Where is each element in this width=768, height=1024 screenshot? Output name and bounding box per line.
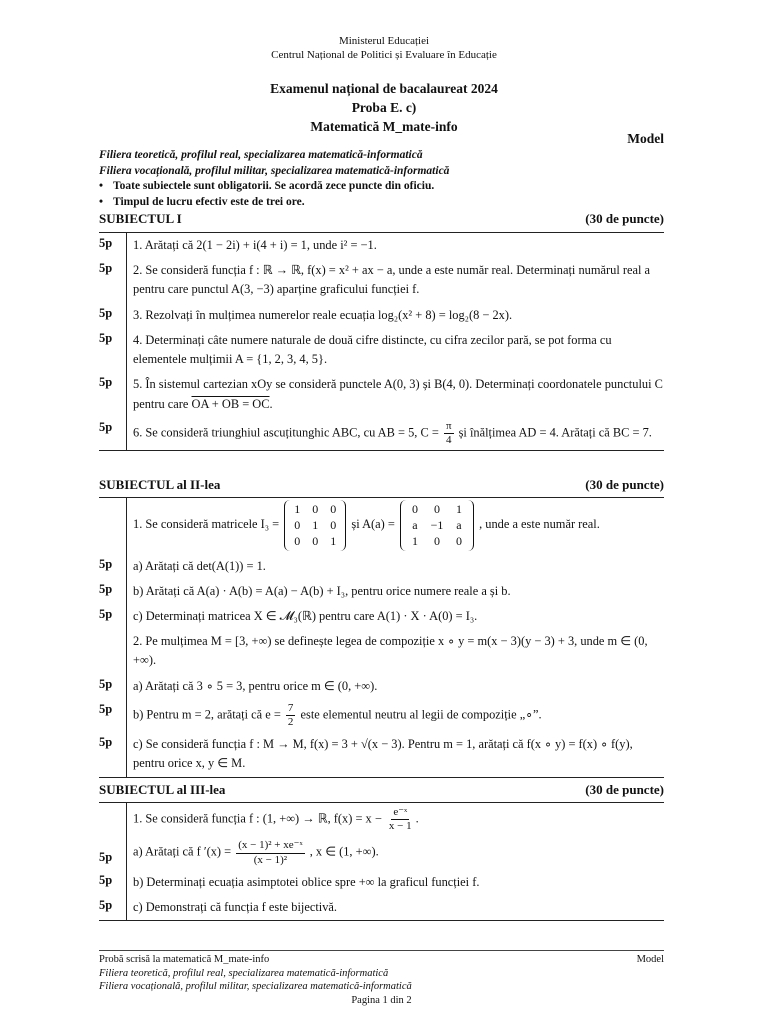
- matrix-cell: 1: [312, 518, 319, 533]
- fraction-numerator: (x − 1)² + xe⁻ˣ: [236, 839, 304, 853]
- s3-item-c: [99, 895, 664, 920]
- matrix-cell: 1: [294, 502, 301, 516]
- score: 5p: [99, 261, 113, 276]
- s1-item-6: [99, 417, 664, 450]
- section-1-table: [99, 232, 664, 451]
- matrix-cell: 0: [294, 534, 301, 549]
- ministry-header: [0, 34, 768, 63]
- identity-matrix: [284, 500, 346, 551]
- item-text: [126, 498, 664, 554]
- intro-post: , unde a este număr real.: [479, 517, 600, 532]
- score: 5p: [99, 872, 113, 887]
- item-text: a) Arătați că det(A(1)) = 1.: [126, 554, 664, 579]
- matrix-cell: 0: [330, 518, 337, 533]
- section-3-title: SUBIECTUL al III-lea: [99, 782, 226, 797]
- exam-title: Examenul național de bacalaureat 2024: [270, 81, 498, 96]
- matrix-cell: 0: [455, 534, 462, 549]
- item-text: c) Se consideră funcția f : M → M, f(x) = 3 + √(x − 3). Pentru m = 1, arătați că f(x ∘ y) = f(x) ∘ f(y), pentru orice x, y ∈ M.: [126, 732, 664, 776]
- matrix-cell: 1: [330, 534, 337, 549]
- filiera-line-1: Filiera teoretică, profilul real, specializarea matematică-informatică: [99, 149, 423, 161]
- item-text: 2. Se consideră funcția f : ℝ → ℝ, f(x) = x² + ax − a, unde a este număr real. Determinați numărul real a pentru care punctul A(3, −3) aparține graficului funcției f.: [126, 258, 664, 302]
- fraction: [236, 839, 304, 866]
- item-text: b) Determinați ecuația asimptotei oblice spre +∞ la graficul funcției f.: [126, 870, 664, 895]
- footer-model: Model: [636, 954, 664, 965]
- score: 5p: [99, 330, 113, 345]
- item-text: b) Arătați că A(a) · A(b) = A(a) − A(b) + I₃, pentru orice numere reale a și b.: [126, 579, 664, 604]
- page-number: Pagina 1 din 2: [351, 994, 412, 1006]
- score: 5p: [99, 581, 113, 596]
- score: 5p: [99, 607, 113, 621]
- s3-item-a: [99, 836, 664, 869]
- s1-item-4: [99, 328, 664, 372]
- s2-intro-1: [99, 498, 664, 554]
- item-text: [126, 836, 664, 869]
- page-footer: [99, 950, 664, 1008]
- matrix-a: [400, 500, 474, 551]
- exam-subject: Matematică M_mate-info: [310, 118, 458, 134]
- matrix-cell: 0: [433, 534, 440, 549]
- item-text: 5. În sistemul cartezian xOy se consideră punctele A(0, 3) și B(4, 0). Determinați coordonatele punctului C pentru care OA + OB = OC.: [126, 372, 664, 416]
- matrix-cell: a: [456, 518, 462, 533]
- score: 5p: [99, 419, 113, 434]
- footer-exam: Probă scrisă la matematică M_mate-info: [99, 954, 270, 965]
- footer-filiera-1: Filiera teoretică, profilul real, specializarea matematică-informatică: [99, 967, 389, 979]
- fraction: [444, 420, 454, 447]
- item-text: a) Arătați că 3 ∘ 5 = 3, pentru orice m ∈ (0, +∞).: [126, 674, 664, 699]
- matrix-cell: a: [412, 518, 418, 533]
- s3-intro: [99, 803, 664, 836]
- fraction-denominator: 2: [287, 716, 294, 729]
- exam-proba: Proba E. c): [351, 99, 417, 115]
- section-2-table: [99, 497, 664, 778]
- fraction: [286, 702, 296, 729]
- s2-item-1c: [99, 604, 664, 629]
- matrix-cell: 0: [433, 502, 440, 516]
- filiere-notes: [99, 148, 449, 211]
- matrix-cell: 0: [294, 518, 301, 533]
- score: 5p: [99, 375, 113, 390]
- matrix-cell: 0: [312, 502, 319, 516]
- section-1-heading: [99, 211, 664, 227]
- item-post: , x ∈ (1, +∞).: [309, 844, 379, 859]
- s2-item-2b: [99, 699, 664, 732]
- score: 5p: [99, 735, 113, 750]
- center-name: Centrul Național de Politici și Evaluare în Educație: [271, 49, 497, 62]
- rule-bullet-2: • Timpul de lucru efectiv este de trei ore.: [99, 195, 449, 211]
- s2-item-1a: [99, 554, 664, 579]
- item-6-post: și înălțimea AD = 4. Arătați că BC = 7.: [458, 425, 652, 440]
- item-post: este elementul neutru al legii de compoziție „∘”.: [300, 707, 542, 722]
- s1-item-2: [99, 258, 664, 302]
- ministry-name: Ministerul Educației: [338, 35, 430, 47]
- item-pre: a) Arătați că f ′(x) =: [133, 844, 232, 859]
- item-text: 2. Pe mulțimea M = [3, +∞) se definește legea de compoziție x ∘ y = m(x − 3)(y − 3) + 3, unde m ∈ (0, +∞).: [126, 629, 664, 673]
- score: 5p: [99, 701, 113, 716]
- matrix-cell: 0: [411, 502, 418, 516]
- model-label: Model: [627, 131, 664, 146]
- matrix-cell: −1: [430, 518, 444, 533]
- item-6-pre: 6. Se consideră triunghiul ascuțitunghic ABC, cu AB = 5, C =: [133, 425, 439, 440]
- section-2-heading: [99, 477, 664, 493]
- score: 5p: [99, 305, 113, 320]
- section-1-title: SUBIECTUL I: [99, 211, 182, 226]
- section-3-heading: [99, 782, 664, 798]
- intro-mid: și A(a) =: [351, 517, 395, 532]
- section-3-points: (30 de puncte): [585, 782, 664, 797]
- score: 5p: [99, 850, 113, 865]
- intro-pre: 1. Se consideră funcția f : (1, +∞) → ℝ, f(x) = x −: [133, 811, 382, 826]
- fraction-denominator: x − 1: [388, 820, 412, 833]
- s2-intro-2: [99, 629, 664, 673]
- score: 5p: [99, 897, 113, 912]
- fraction-denominator: (x − 1)²: [253, 853, 288, 866]
- fraction-denominator: 4: [445, 433, 452, 446]
- item-text: 1. Arătați că 2(1 − 2i) + i(4 + i) = 1, unde i² = −1.: [126, 233, 664, 258]
- fraction-numerator: e⁻ˣ: [391, 806, 409, 820]
- score: 5p: [99, 556, 113, 571]
- item-text: [126, 699, 664, 732]
- section-1-points: (30 de puncte): [585, 211, 664, 226]
- filiera-line-2: Filiera vocațională, profilul militar, specializarea matematică-informatică: [99, 164, 450, 177]
- intro-post: .: [415, 811, 419, 826]
- footer-row: [99, 953, 664, 967]
- matrix-cell: 1: [455, 502, 462, 516]
- s1-item-1: [99, 233, 664, 258]
- intro-pre: 1. Se consideră matricele I₃ =: [133, 517, 280, 532]
- s1-item-5: [99, 372, 664, 416]
- s2-item-2a: [99, 674, 664, 699]
- score: 5p: [99, 236, 113, 250]
- item-text: [126, 417, 664, 450]
- item-text: [126, 803, 664, 836]
- s1-item-3: [99, 303, 664, 328]
- s3-item-b: [99, 870, 664, 895]
- section-2-points: (30 de puncte): [585, 477, 664, 492]
- vector-equation: OA + OB = OC: [191, 396, 270, 411]
- exam-title-block: [0, 80, 768, 137]
- item-text: 3. Rezolvați în mulțimea numerelor reale ecuația log₂(x² + 8) = log₂(8 − 2x).: [126, 303, 664, 328]
- matrix-cell: 0: [330, 502, 337, 516]
- item-text: c) Determinați matricea X ∈ 𝓜₃(ℝ) pentru care A(1) · X · A(0) = I₃.: [126, 604, 664, 629]
- s2-item-1b: [99, 579, 664, 604]
- rule-bullet-1: • Toate subiectele sunt obligatorii. Se acordă zece puncte din oficiu.: [99, 179, 449, 195]
- footer-filiera-2: Filiera vocațională, profilul militar, specializarea matematică-informatică: [99, 981, 412, 993]
- item-5-text: 5. În sistemul cartezian xOy se consideră punctele A(0, 3) și B(4, 0). Determinați coordonatele punctului C pentru care: [133, 377, 663, 411]
- item-pre: b) Pentru m = 2, arătați că e =: [133, 707, 281, 722]
- fraction-numerator: π: [444, 420, 454, 434]
- item-text: c) Demonstrați că funcția f este bijectivă.: [126, 895, 664, 920]
- section-2-title: SUBIECTUL al II-lea: [99, 477, 221, 492]
- s2-item-2c: [99, 732, 664, 776]
- section-3-table: [99, 802, 664, 921]
- fraction-numerator: 7: [286, 702, 296, 716]
- matrix-cell: 1: [411, 534, 418, 549]
- score: 5p: [99, 676, 113, 691]
- matrix-cell: 0: [312, 534, 319, 549]
- item-text: 4. Determinați câte numere naturale de două cifre distincte, cu cifra zecilor pară, se pot forma cu elementele mulțimii A = {1, 2, 3, 4, 5}.: [126, 328, 664, 372]
- fraction: [387, 806, 414, 833]
